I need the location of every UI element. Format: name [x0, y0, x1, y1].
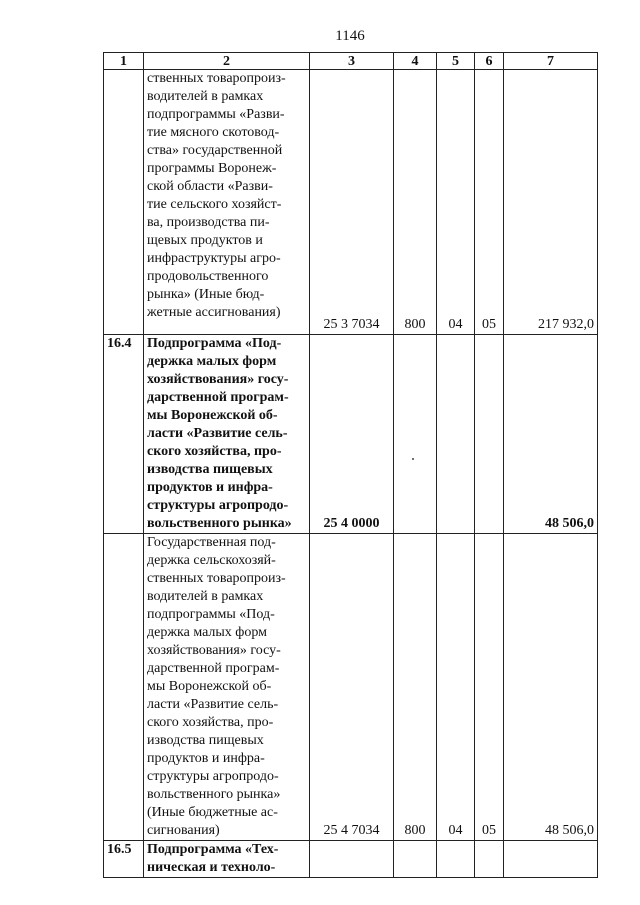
name-line: ственных товаропроиз- [147, 571, 286, 586]
name-line: Государственная под- [147, 535, 276, 550]
name-line: Подпрограмма «Под- [147, 336, 282, 351]
name-line: водителей в рамках [147, 589, 264, 604]
name-line: щевых продуктов и [147, 233, 263, 248]
name-line: сигнования) [147, 823, 220, 838]
name-line: держка малых форм [147, 354, 277, 369]
row-number-cell [104, 70, 144, 335]
table-row [104, 70, 598, 335]
name-line: тие сельского хозяйст- [147, 197, 282, 212]
name-line: хозяйствования» госу- [147, 643, 281, 658]
name-line: ва, производства пи- [147, 215, 270, 230]
name-line: вольственного рынка» [147, 516, 292, 531]
row-name-cell [144, 534, 310, 841]
name-line: хозяйствования» госу- [147, 372, 289, 387]
name-line: Подпрограмма «Тех- [147, 842, 279, 857]
name-line: ласти «Развитие сель- [147, 697, 279, 712]
row-col6-cell: 05 [475, 534, 504, 841]
name-line: ническая и техноло- [147, 860, 276, 875]
name-line: изводства пищевых [147, 733, 264, 748]
row-col5-cell [437, 335, 475, 534]
name-line: ственных товаропроиз- [147, 71, 286, 86]
name-line: рынка» (Иные бюд- [147, 287, 265, 302]
row-col6-cell [475, 335, 504, 534]
row-col5-cell: 04 [437, 534, 475, 841]
header-cell: 5 [437, 53, 475, 70]
row-col4-cell: 800 [394, 534, 437, 841]
name-line: изводства пищевых [147, 462, 273, 477]
name-line: водителей в рамках [147, 89, 264, 104]
row-code-cell [310, 841, 394, 878]
header-cell: 4 [394, 53, 437, 70]
name-line: структуры агропродо- [147, 769, 279, 784]
name-line: держка сельскохозяй- [147, 553, 276, 568]
name-line: ского хозяйства, про- [147, 444, 282, 459]
budget-table [103, 52, 598, 878]
name-line: дарственной програм- [147, 390, 289, 405]
row-col6-cell [475, 841, 504, 878]
name-line: мы Воронежской об- [147, 408, 278, 423]
row-name-cell [144, 841, 310, 878]
name-line: подпрограммы «Разви- [147, 107, 285, 122]
row-col4-cell [394, 841, 437, 878]
name-line: тие мясного скотовод- [147, 125, 280, 140]
name-line: ласти «Развитие сель- [147, 426, 288, 441]
row-code-cell: 25 4 7034 [310, 534, 394, 841]
table-row [104, 534, 598, 841]
row-col5-cell [437, 841, 475, 878]
name-line: продуктов и инфра- [147, 480, 273, 495]
name-line: программы Воронеж- [147, 161, 277, 176]
row-number-cell: 16.4 [104, 335, 144, 534]
row-col4-cell: 800 [394, 70, 437, 335]
row-amount-cell: 48 506,0 [504, 335, 598, 534]
row-number-cell: 16.5 [104, 841, 144, 878]
header-cell: 3 [310, 53, 394, 70]
row-name-cell [144, 335, 310, 534]
name-line: инфраструктуры агро- [147, 251, 281, 266]
name-line: жетные ассигнования) [147, 305, 281, 320]
header-cell: 2 [144, 53, 310, 70]
name-line: вольственного рынка» [147, 787, 281, 802]
row-code-cell: 25 4 0000 [310, 335, 394, 534]
row-name-cell [144, 70, 310, 335]
name-line: держка малых форм [147, 625, 268, 640]
row-number-cell [104, 534, 144, 841]
row-amount-cell: 48 506,0 [504, 534, 598, 841]
name-line: дарственной програм- [147, 661, 280, 676]
table-row [104, 335, 598, 534]
header-cell: 7 [504, 53, 598, 70]
table-row [104, 841, 598, 878]
row-col6-cell: 05 [475, 70, 504, 335]
name-line: ства» государственной [147, 143, 283, 158]
scan-dot [412, 458, 414, 460]
name-line: ской области «Разви- [147, 179, 273, 194]
name-line: структуры агропродо- [147, 498, 289, 513]
header-cell: 1 [104, 53, 144, 70]
table-header-row [104, 53, 598, 70]
page-number: 1146 [335, 28, 365, 44]
row-amount-cell: 217 932,0 [504, 70, 598, 335]
name-line: (Иные бюджетные ас- [147, 805, 278, 820]
row-col4-cell [394, 335, 437, 534]
name-line: мы Воронежской об- [147, 679, 272, 694]
name-line: продовольственного [147, 269, 269, 284]
name-line: продуктов и инфра- [147, 751, 265, 766]
name-line: ского хозяйства, про- [147, 715, 274, 730]
row-col5-cell: 04 [437, 70, 475, 335]
header-cell: 6 [475, 53, 504, 70]
row-code-cell: 25 3 7034 [310, 70, 394, 335]
name-line: подпрограммы «Под- [147, 607, 275, 622]
row-amount-cell [504, 841, 598, 878]
